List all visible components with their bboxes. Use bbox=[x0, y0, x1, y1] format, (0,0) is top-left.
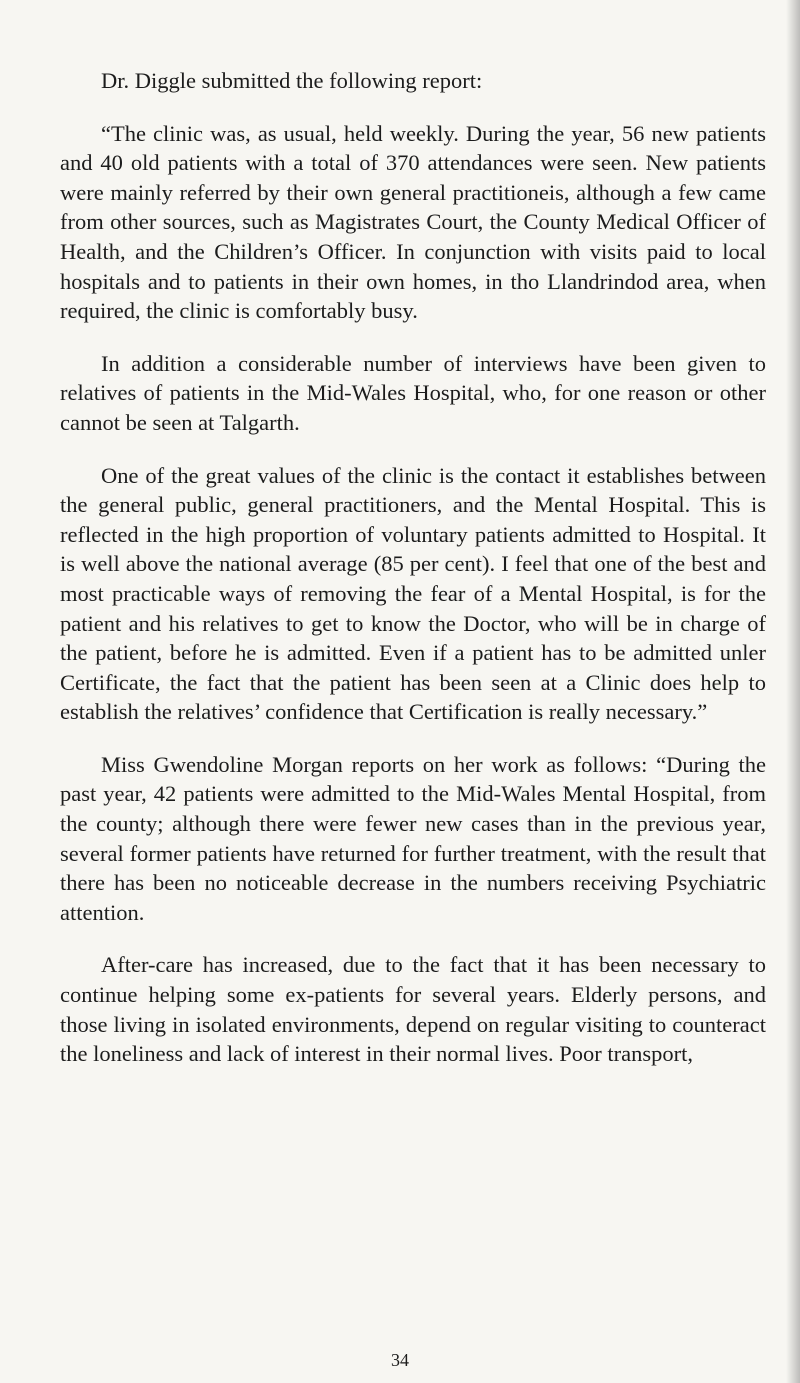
paragraph-morgan-report: Miss Gwendoline Morgan reports on her work as follows: “During the past year, 42 patients were admitted to the Mid-Wales Mental Hospital, from the county; although there were fewer new cases than in the previous year, several former patients have returned for further treatment, with the result that there has been no noticeable decrease in the numbers receiving Psychiatric attention. bbox=[60, 751, 766, 925]
paragraph-clinic-attendance: “The clinic was, as usual, held weekly. During the year, 56 new patients and 40 old patients with a total of 370 attendances were seen. New patients were mainly referred by their own general practitioneis, although a few came from other sources, such as Magistrates Court, the County Medical Officer of Health, and the Children’s Officer. In conjunction with visits paid to local hospitals and to patients in their own homes, in tho Llandrindod area, when required, the clinic is comfortably busy. bbox=[60, 120, 766, 324]
paragraph-relatives-interviews: In addition a considerable number of interviews have been given to relatives of patients in the Mid-Wales Hospital, who, for one reason or other cannot be seen at Talgarth. bbox=[60, 350, 766, 435]
page-number: 34 bbox=[391, 1350, 409, 1370]
page-edge-shadow bbox=[786, 0, 800, 1383]
report-intro: Dr. Diggle submitted the following report: bbox=[101, 68, 483, 93]
paragraph-clinic-values: One of the great values of the clinic is the contact it establishes between the general public, general practitioners, and the Mental Hospital. This is reflected in the high proportion of voluntary patients admitted to Hospital. It is well above the national average (85 per cent). I feel that one of the best and most practicable ways of removing the fear of a Mental Hospital, is for the patient and his relatives to get to know the Doctor, who will be in charge of the patient, before he is admitted. Even if a patient has to be admitted unler Certificate, the fact that the patient has been seen at a Clinic does help to establish the relatives’ confidence that Certification is really necessary.” bbox=[60, 462, 766, 725]
document-body bbox=[60, 66, 766, 1092]
paragraph-after-care: After-care has increased, due to the fact that it has been necessary to continue helping some ex-patients for several years. Elderly persons, and those living in isolated environments, depend on regular visiting to counteract the loneliness and lack of interest in their normal lives. Poor transport, bbox=[60, 952, 766, 1067]
